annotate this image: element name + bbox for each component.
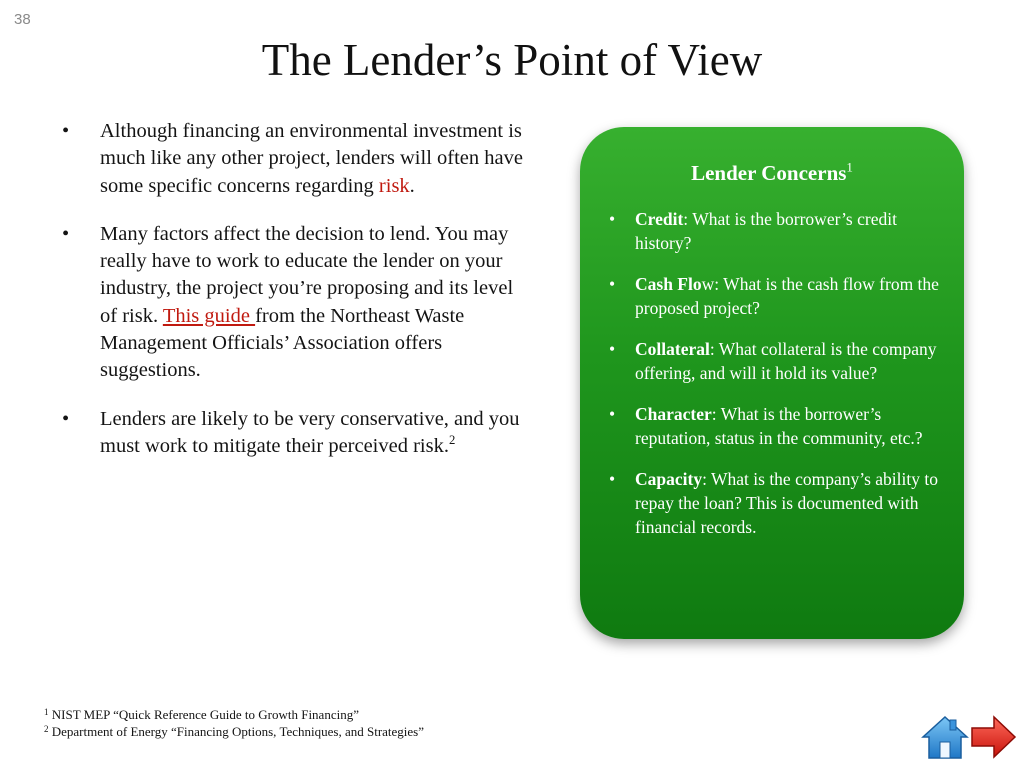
- slide-number: 38: [14, 11, 31, 28]
- bullet-dot: •: [609, 274, 616, 294]
- concern-text: What is the cash flow from the proposed project?: [635, 274, 939, 318]
- concern-sep: :: [709, 339, 719, 359]
- concern-text: What is the borrower’s reputation, status in the community, etc.?: [635, 404, 923, 448]
- concern-term: Credit: [635, 209, 684, 229]
- home-icon: [920, 712, 970, 762]
- footnote-1: [44, 706, 424, 723]
- panel-title-ref: 1: [846, 159, 853, 175]
- bullet-dot: •: [609, 469, 616, 489]
- concern-item-collateral: [609, 337, 939, 385]
- bullet-text-after: from the Northeast Waste Management Officials’ Association offers suggestions.: [100, 304, 465, 382]
- left-bullet-list: [62, 118, 532, 481]
- footnote-num: 2: [44, 724, 49, 734]
- bullet-dot: •: [609, 209, 616, 229]
- footnote-text: NIST MEP “Quick Reference Guide to Growth Financing”: [51, 707, 359, 722]
- home-button[interactable]: [920, 712, 970, 762]
- lender-concerns-panel: [580, 127, 964, 639]
- bullet-text: Lenders are likely to be very conservative, and you must work to mitigate their perceived risk.: [100, 407, 520, 457]
- next-slide-button[interactable]: [968, 712, 1018, 762]
- concern-sep: w:: [701, 274, 724, 294]
- bullet-text: Many factors affect the decision to lend. You may really have to work to educate the lender on your industry, the project you’re proposing and its level of risk.: [100, 222, 514, 327]
- footnote-num: 1: [44, 707, 49, 717]
- footnotes: [44, 706, 424, 740]
- footnote-text: Department of Energy “Financing Options, Techniques, and Strategies”: [51, 724, 425, 739]
- footnote-2: [44, 723, 424, 740]
- bullet-item-factors: [62, 221, 532, 385]
- bullet-dot: •: [62, 120, 70, 142]
- bullet-dot: •: [609, 404, 616, 424]
- concern-item-capacity: [609, 467, 939, 539]
- concern-sep: :: [702, 469, 711, 489]
- panel-title: [580, 161, 964, 186]
- bullet-text: Although financing an environmental investment is much like any other project, lenders will often have some specific concerns regarding: [100, 120, 523, 197]
- concern-term: Cash Flo: [635, 274, 702, 294]
- bullet-item-risk: [62, 118, 532, 200]
- concern-term: Character: [635, 404, 712, 424]
- bullet-dot: •: [62, 222, 70, 245]
- concern-term: Capacity: [635, 469, 703, 489]
- concern-text: What collateral is the company offering, and will it hold its value?: [635, 339, 937, 383]
- concern-sep: :: [711, 404, 721, 424]
- concern-item-character: [609, 402, 939, 450]
- concern-item-cash-flow: [609, 272, 939, 320]
- concerns-list: [609, 207, 939, 556]
- bullet-item-conservative: [62, 406, 532, 461]
- bullet-text-end: .: [409, 174, 415, 197]
- concern-text: What is the borrower’s credit history?: [635, 209, 897, 253]
- bullet-dot: •: [609, 339, 616, 359]
- concern-text: What is the company’s ability to repay the loan? This is documented with financial records.: [635, 469, 938, 537]
- concern-item-credit: [609, 207, 939, 255]
- risk-highlight: risk: [378, 174, 410, 197]
- this-guide-link[interactable]: This guide: [162, 304, 256, 327]
- footnote-ref: 2: [448, 432, 456, 447]
- next-arrow-icon: [968, 712, 1018, 762]
- concern-term: Collateral: [635, 339, 710, 359]
- concern-sep: :: [683, 209, 693, 229]
- page-title: The Lender’s Point of View: [261, 35, 763, 85]
- panel-title-text: Lender Concerns: [691, 161, 847, 185]
- bullet-dot: •: [62, 407, 70, 430]
